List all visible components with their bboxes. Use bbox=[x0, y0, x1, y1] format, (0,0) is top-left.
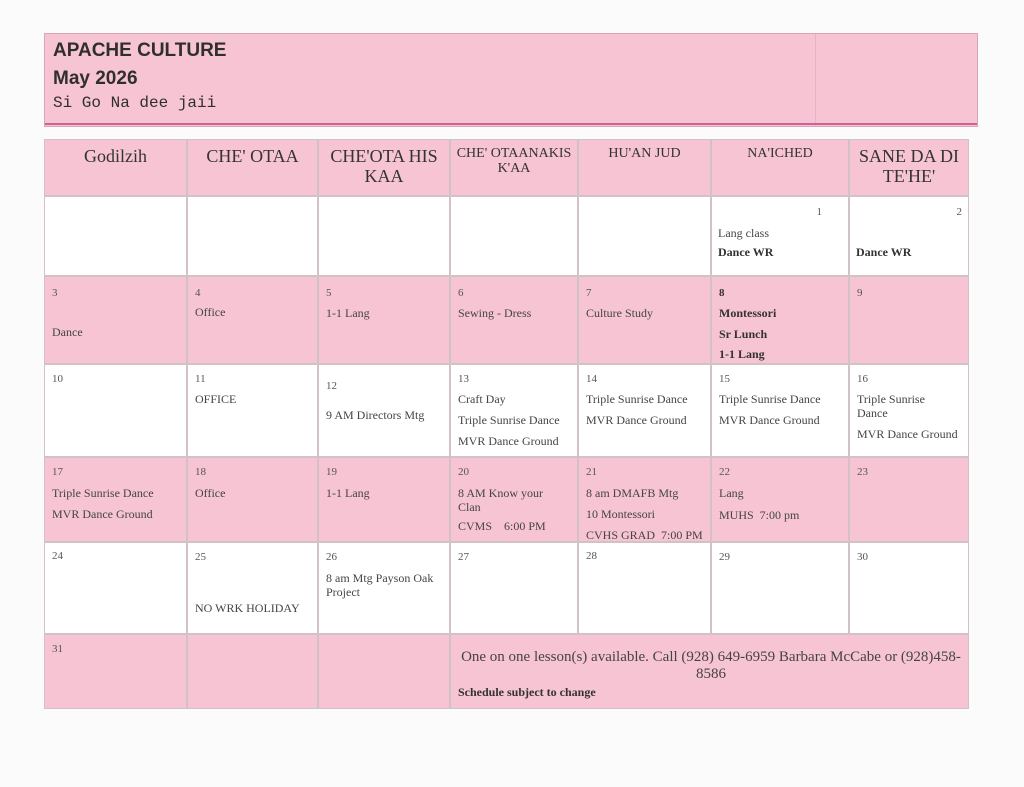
event-item: Triple Sunrise Dance bbox=[719, 392, 821, 406]
day-cell-empty bbox=[318, 634, 450, 709]
day-number: 20 bbox=[458, 466, 469, 478]
day-cell-18[interactable] bbox=[187, 457, 318, 542]
day-number: 18 bbox=[195, 466, 206, 478]
weekday-header-wed: CHE' OTAANAKIS K'AA bbox=[450, 139, 578, 196]
event-item: Montessori bbox=[719, 306, 777, 320]
event-item: MUHS 7:00 pm bbox=[719, 508, 800, 522]
day-cell-12[interactable] bbox=[318, 364, 450, 457]
event-item: 8 am Mtg Payson Oak Project bbox=[326, 571, 434, 599]
event-item: Office bbox=[195, 486, 226, 500]
event-item: Triple Sunrise Dance bbox=[458, 413, 560, 427]
weekday-header-sat: SANE DA DI TE'HE' bbox=[849, 139, 969, 196]
event-item: Sr Lunch bbox=[719, 327, 768, 341]
header-accent-line bbox=[45, 123, 977, 125]
event-item: 9 AM Directors Mtg bbox=[326, 408, 425, 422]
day-number: 7 bbox=[586, 287, 592, 299]
day-number: 11 bbox=[195, 373, 206, 385]
day-cell-19[interactable] bbox=[318, 457, 450, 542]
event-item: MVR Dance Ground bbox=[458, 434, 559, 448]
day-cell-empty bbox=[44, 196, 187, 276]
event-item: 1-1 Lang bbox=[326, 306, 370, 320]
event-item: Lang bbox=[719, 486, 744, 500]
day-cell-7[interactable] bbox=[578, 276, 711, 364]
day-number: 3 bbox=[52, 287, 58, 299]
day-number: 1 bbox=[816, 206, 822, 218]
weekday-header-thu: HU'AN JUD bbox=[578, 139, 711, 196]
day-cell-empty bbox=[187, 196, 318, 276]
day-cell-24[interactable] bbox=[44, 542, 187, 634]
weekday-header-sun: Godilzih bbox=[44, 139, 187, 196]
day-cell-9[interactable] bbox=[849, 276, 969, 364]
day-number: 24 bbox=[52, 550, 63, 562]
day-number: 12 bbox=[326, 380, 337, 392]
weekday-header-tue: CHE'OTA HIS KAA bbox=[318, 139, 450, 196]
day-cell-empty bbox=[318, 196, 450, 276]
event-item: Triple Sunrise Dance bbox=[52, 486, 154, 500]
day-cell-28[interactable] bbox=[578, 542, 711, 634]
day-number: 15 bbox=[719, 373, 730, 385]
day-cell-23[interactable] bbox=[849, 457, 969, 542]
day-cell-26[interactable] bbox=[318, 542, 450, 634]
event-item: Triple Sunrise Dance bbox=[586, 392, 688, 406]
day-cell-empty bbox=[450, 196, 578, 276]
day-cell-1[interactable] bbox=[711, 196, 849, 276]
day-cell-empty bbox=[187, 634, 318, 709]
day-number: 17 bbox=[52, 466, 63, 478]
day-cell-5[interactable] bbox=[318, 276, 450, 364]
calendar-title: APACHE CULTURE bbox=[53, 40, 227, 61]
day-number: 2 bbox=[956, 206, 962, 218]
weekday-header-fri: NA'ICHED bbox=[711, 139, 849, 196]
day-cell-22[interactable] bbox=[711, 457, 849, 542]
event-item: Dance WR bbox=[718, 245, 774, 259]
event-item: MVR Dance Ground bbox=[52, 507, 153, 521]
event-item: Sewing - Dress bbox=[458, 306, 532, 320]
event-item: MVR Dance Ground bbox=[857, 427, 958, 441]
event-item: CVMS 6:00 PM bbox=[458, 519, 546, 533]
day-number: 14 bbox=[586, 373, 597, 385]
day-number: 10 bbox=[52, 373, 63, 385]
day-cell-empty bbox=[578, 196, 711, 276]
event-item: MVR Dance Ground bbox=[586, 413, 687, 427]
event-item: 1-1 Lang bbox=[719, 347, 765, 361]
day-cell-17[interactable] bbox=[44, 457, 187, 542]
event-item: Lang class bbox=[718, 226, 769, 240]
event-item: Dance bbox=[52, 325, 83, 339]
event-item: MVR Dance Ground bbox=[719, 413, 820, 427]
day-number: 19 bbox=[326, 466, 337, 478]
day-cell-30[interactable] bbox=[849, 542, 969, 634]
event-item: CVHS GRAD 7:00 PM bbox=[586, 528, 703, 542]
day-cell-4[interactable] bbox=[187, 276, 318, 364]
day-cell-29[interactable] bbox=[711, 542, 849, 634]
event-item: 8 AM Know your Clan bbox=[458, 486, 544, 514]
calendar-month: May 2026 bbox=[53, 68, 138, 89]
day-cell-20[interactable] bbox=[450, 457, 578, 542]
event-item: Triple Sunrise Dance bbox=[857, 392, 925, 420]
footer-info-cell bbox=[450, 634, 969, 709]
day-cell-10[interactable] bbox=[44, 364, 187, 457]
event-item: NO WRK HOLIDAY bbox=[195, 601, 300, 615]
day-number: 9 bbox=[857, 287, 863, 299]
day-cell-15[interactable] bbox=[711, 364, 849, 457]
day-cell-2[interactable] bbox=[849, 196, 969, 276]
header-divider bbox=[815, 34, 816, 126]
day-number: 4 bbox=[195, 287, 201, 299]
day-number: 29 bbox=[719, 551, 730, 563]
day-cell-21[interactable] bbox=[578, 457, 711, 542]
lessons-info: One on one lesson(s) available. Call (928) 649-6959 Barbara McCabe or (928)458-8586 bbox=[461, 649, 961, 682]
schedule-note: Schedule subject to change bbox=[458, 685, 596, 699]
day-number: 6 bbox=[458, 287, 464, 299]
day-number: 16 bbox=[857, 373, 868, 385]
event-item: 8 am DMAFB Mtg bbox=[586, 486, 679, 500]
day-cell-25[interactable] bbox=[187, 542, 318, 634]
day-cell-27[interactable] bbox=[450, 542, 578, 634]
calendar-grid bbox=[44, 139, 969, 709]
event-item: Craft Day bbox=[458, 392, 506, 406]
day-number: 30 bbox=[857, 551, 868, 563]
day-cell-16[interactable] bbox=[849, 364, 969, 457]
day-number: 31 bbox=[52, 643, 63, 655]
event-item: 10 Montessori bbox=[586, 507, 655, 521]
day-cell-3[interactable] bbox=[44, 276, 187, 364]
day-cell-8[interactable] bbox=[711, 276, 849, 364]
event-item: 1-1 Lang bbox=[326, 486, 370, 500]
day-number: 22 bbox=[719, 466, 730, 478]
event-item: Culture Study bbox=[586, 306, 654, 320]
day-cell-13[interactable] bbox=[450, 364, 578, 457]
day-number: 8 bbox=[719, 287, 725, 299]
day-cell-31[interactable] bbox=[44, 634, 187, 709]
event-item: OFFICE bbox=[195, 392, 237, 406]
day-number: 5 bbox=[326, 287, 332, 299]
day-cell-11[interactable] bbox=[187, 364, 318, 457]
day-number: 26 bbox=[326, 551, 337, 563]
calendar-header bbox=[44, 33, 978, 127]
event-item: Dance WR bbox=[856, 245, 912, 259]
event-item: Office bbox=[195, 305, 226, 319]
day-number: 28 bbox=[586, 550, 597, 562]
day-number: 13 bbox=[458, 373, 469, 385]
day-number: 21 bbox=[586, 466, 597, 478]
day-cell-6[interactable] bbox=[450, 276, 578, 364]
day-cell-14[interactable] bbox=[578, 364, 711, 457]
day-number: 23 bbox=[857, 466, 868, 478]
day-number: 27 bbox=[458, 551, 469, 563]
day-number: 25 bbox=[195, 551, 206, 563]
calendar-subtitle: Si Go Na dee jaii bbox=[53, 94, 217, 112]
weekday-header-mon: CHE' OTAA bbox=[187, 139, 318, 196]
